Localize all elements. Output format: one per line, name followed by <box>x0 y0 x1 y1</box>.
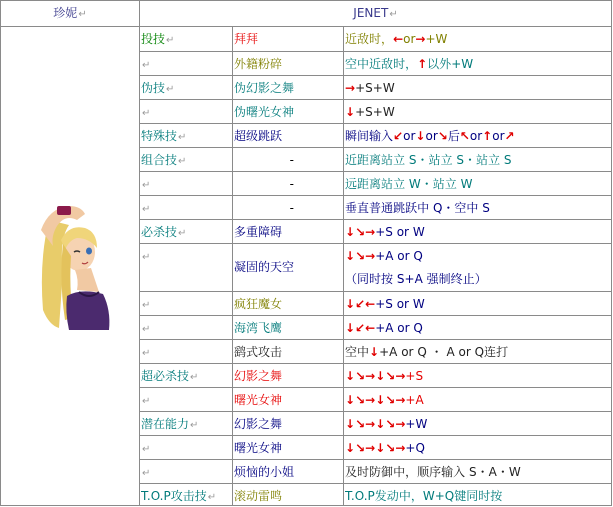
move-name-label: 伪幻影之舞 <box>234 81 295 95</box>
direction-arrow-icon: → <box>415 32 426 46</box>
return-mark-icon: ↵ <box>142 60 151 71</box>
move-category-cell <box>141 27 231 51</box>
return-mark-icon: ↵ <box>207 492 217 503</box>
return-mark-icon: ↵ <box>190 420 199 431</box>
return-mark-icon: ↵ <box>142 180 151 191</box>
return-mark-icon: ↵ <box>166 84 175 95</box>
move-name-label: 幻影之舞 <box>234 417 283 431</box>
return-mark-icon: ↵ <box>142 252 151 263</box>
header-right-label: JENET <box>353 6 389 20</box>
direction-arrow-icon: ↓ <box>415 129 426 143</box>
header-left-label: 珍妮 <box>53 6 78 20</box>
move-name-label: 多重障碍 <box>234 225 283 239</box>
move-category-label: 投技 <box>141 32 166 46</box>
direction-arrow-icon: ↓ <box>375 417 386 431</box>
move-command-text: 及时防御中，顺序输入 S・A・W <box>345 465 521 479</box>
direction-arrow-icon: ↓ <box>375 441 386 455</box>
move-name-label: 海湾飞鹰 <box>234 321 283 335</box>
move-command-text: 远距离站立 W・站立 W <box>345 177 473 191</box>
move-command-cell <box>345 292 610 315</box>
move-command-cell <box>345 52 610 75</box>
direction-arrow-icon: ↓ <box>345 225 356 239</box>
move-category-cell <box>141 484 231 505</box>
direction-arrow-icon: ↘ <box>355 369 366 383</box>
move-name-label: - <box>289 153 294 167</box>
move-command-text: ↓↙←+S or W <box>345 297 425 311</box>
move-command-cell <box>345 460 610 483</box>
move-name-cell <box>234 460 342 483</box>
return-mark-icon: ↵ <box>142 396 151 407</box>
move-name-label: 鹞式攻击 <box>234 345 283 359</box>
table-border-left <box>0 0 1 506</box>
return-mark-icon: ↵ <box>178 156 187 167</box>
move-category-cell <box>141 436 231 459</box>
move-category-cell <box>141 220 231 243</box>
return-mark-icon: ↵ <box>78 9 87 20</box>
move-command-text: ↓+S+W <box>345 105 395 119</box>
move-command-cell <box>345 100 610 123</box>
direction-arrow-icon: ↘ <box>355 417 366 431</box>
move-command-cell <box>345 172 610 195</box>
move-command-cell <box>345 148 610 171</box>
move-category-cell <box>141 340 231 363</box>
move-name-cell <box>234 52 342 75</box>
move-command-cell <box>345 244 610 291</box>
direction-arrow-icon: ↓ <box>345 297 356 311</box>
move-name-cell <box>234 412 342 435</box>
move-command-text: ↓↘→↓↘→+Q <box>345 441 425 455</box>
move-command-note: （同时按 S+A 强制终止） <box>345 272 487 286</box>
return-mark-icon: ↵ <box>166 35 175 46</box>
column-divider <box>139 0 140 506</box>
move-category-cell <box>141 244 231 291</box>
direction-arrow-icon: → <box>365 417 376 431</box>
move-name-cell <box>234 124 342 147</box>
move-category-cell <box>141 196 231 219</box>
direction-arrow-icon: → <box>345 81 356 95</box>
move-name-label: 拜拜 <box>234 32 259 46</box>
move-name-label: - <box>289 177 294 191</box>
move-category-label: T.O.P攻击技 <box>141 489 207 503</box>
direction-arrow-icon: ← <box>365 297 376 311</box>
move-name-cell <box>234 292 342 315</box>
direction-arrow-icon: ↘ <box>385 369 396 383</box>
direction-arrow-icon: ↗ <box>504 129 515 143</box>
move-command-cell <box>345 27 610 51</box>
move-name-cell <box>234 196 342 219</box>
move-name-cell <box>234 484 342 505</box>
move-category-label: 潜在能力 <box>141 417 190 431</box>
move-name-label: 外籍粉碎 <box>234 57 283 71</box>
move-command-text: T.O.P发动中，W+Q键同时按 <box>345 489 503 503</box>
move-name-cell <box>234 172 342 195</box>
move-command-text: ↓↘→↓↘→+W <box>345 417 428 431</box>
move-category-cell <box>141 172 231 195</box>
move-name-label: 凝固的天空 <box>234 260 295 274</box>
move-name-label: 曙光女神 <box>234 441 283 455</box>
table-border-right <box>611 0 612 506</box>
move-name-cell <box>234 244 342 291</box>
move-command-cell <box>345 220 610 243</box>
move-command-cell <box>345 412 610 435</box>
move-name-cell <box>234 436 342 459</box>
move-command-cell <box>345 484 610 505</box>
direction-arrow-icon: ↘ <box>437 129 448 143</box>
direction-arrow-icon: ↖ <box>459 129 470 143</box>
direction-arrow-icon: → <box>365 249 376 263</box>
move-category-cell <box>141 316 231 339</box>
move-category-label: 组合技 <box>141 153 178 167</box>
move-category-cell <box>141 364 231 387</box>
move-name-cell <box>234 388 342 411</box>
header-character-title <box>140 0 611 26</box>
return-mark-icon: ↵ <box>190 372 199 383</box>
move-command-text: ↓↘→+S or W <box>345 225 425 239</box>
move-command-text: 近距离站立 S・站立 S・站立 S <box>345 153 512 167</box>
move-category-cell <box>141 412 231 435</box>
move-name-cell <box>234 100 342 123</box>
return-mark-icon: ↵ <box>142 348 151 359</box>
direction-arrow-icon: ↓ <box>345 369 356 383</box>
move-name-label: 滚动雷鸣 <box>234 489 283 503</box>
direction-arrow-icon: → <box>395 393 406 407</box>
move-command-cell <box>345 436 610 459</box>
direction-arrow-icon: ↓ <box>345 417 356 431</box>
direction-arrow-icon: ↑ <box>417 57 428 71</box>
direction-arrow-icon: ↓ <box>345 393 356 407</box>
move-category-cell <box>141 100 231 123</box>
direction-arrow-icon: ↘ <box>385 417 396 431</box>
move-command-cell <box>345 196 610 219</box>
move-command-text: ↓↘→+A or Q <box>345 249 423 263</box>
return-mark-icon: ↵ <box>142 300 151 311</box>
move-category-label: 必杀技 <box>141 225 178 239</box>
move-name-cell <box>234 364 342 387</box>
move-command-cell <box>345 340 610 363</box>
move-command-text: ↓↙←+A or Q <box>345 321 423 335</box>
direction-arrow-icon: ← <box>393 32 404 46</box>
direction-arrow-icon: ↓ <box>345 105 356 119</box>
move-name-label: 伪曙光女神 <box>234 105 295 119</box>
return-mark-icon: ↵ <box>142 324 151 335</box>
move-name-label: 曙光女神 <box>234 393 283 407</box>
direction-arrow-icon: ↘ <box>385 441 396 455</box>
direction-arrow-icon: → <box>365 393 376 407</box>
move-command-cell <box>345 124 610 147</box>
direction-arrow-icon: ↘ <box>355 249 366 263</box>
move-category-cell <box>141 148 231 171</box>
move-category-label: 伪技 <box>141 81 166 95</box>
character-portrait-icon <box>19 200 119 330</box>
move-category-label: 超必杀技 <box>141 369 190 383</box>
move-name-label: 疯狂魔女 <box>234 297 283 311</box>
move-command-text: 空中↓+A or Q ・ A or Q连打 <box>345 345 509 359</box>
direction-arrow-icon: ↓ <box>345 441 356 455</box>
move-command-text: →+S+W <box>345 81 395 95</box>
direction-arrow-icon: → <box>395 441 406 455</box>
move-command-text: 垂直普通跳跃中 Q・空中 S <box>345 201 490 215</box>
direction-arrow-icon: ↘ <box>355 225 366 239</box>
direction-arrow-icon: → <box>395 369 406 383</box>
move-name-label: 烦恼的小姐 <box>234 465 295 479</box>
return-mark-icon: ↵ <box>142 444 151 455</box>
move-command-text: ↓↘→↓↘→+A <box>345 393 424 407</box>
move-command-text: ↓↘→↓↘→+S <box>345 369 424 383</box>
move-name-cell <box>234 220 342 243</box>
move-command-cell <box>345 388 610 411</box>
direction-arrow-icon: ↓ <box>369 345 380 359</box>
move-command-cell <box>345 76 610 99</box>
direction-arrow-icon: ↙ <box>355 321 366 335</box>
direction-arrow-icon: ↓ <box>375 369 386 383</box>
direction-arrow-icon: ↓ <box>345 249 356 263</box>
move-category-cell <box>141 124 231 147</box>
move-category-cell <box>141 292 231 315</box>
move-category-cell <box>141 460 231 483</box>
direction-arrow-icon: → <box>365 441 376 455</box>
direction-arrow-icon: ↙ <box>393 129 404 143</box>
direction-arrow-icon: ↑ <box>482 129 493 143</box>
move-name-label: 超级跳跃 <box>234 129 283 143</box>
direction-arrow-icon: ↓ <box>375 393 386 407</box>
direction-arrow-icon: ↘ <box>385 393 396 407</box>
move-command-cell <box>345 316 610 339</box>
direction-arrow-icon: ← <box>365 321 376 335</box>
move-command-text: 近敌时，←or→+W <box>345 32 448 46</box>
move-command-text: 空中近敌时，↑以外+W <box>345 57 474 71</box>
move-category-label: 特殊技 <box>141 129 178 143</box>
move-name-label: 幻影之舞 <box>234 369 283 383</box>
direction-arrow-icon: → <box>395 417 406 431</box>
move-command-cell <box>345 364 610 387</box>
return-mark-icon: ↵ <box>178 132 187 143</box>
return-mark-icon: ↵ <box>142 108 151 119</box>
move-name-cell <box>234 148 342 171</box>
return-mark-icon: ↵ <box>142 204 151 215</box>
direction-arrow-icon: ↓ <box>345 321 356 335</box>
move-name-cell <box>234 76 342 99</box>
direction-arrow-icon: ↘ <box>355 393 366 407</box>
direction-arrow-icon: ↙ <box>355 297 366 311</box>
return-mark-icon: ↵ <box>389 9 398 20</box>
column-divider <box>343 27 344 506</box>
move-category-cell <box>141 388 231 411</box>
move-name-cell <box>234 340 342 363</box>
header-character-name <box>1 0 139 26</box>
direction-arrow-icon: → <box>365 225 376 239</box>
table-border-bottom <box>0 505 612 506</box>
move-name-cell <box>234 316 342 339</box>
move-command-text: 瞬间输入↙or↓or↘后↖or↑or↗ <box>345 129 515 143</box>
direction-arrow-icon: → <box>365 369 376 383</box>
return-mark-icon: ↵ <box>142 468 151 479</box>
return-mark-icon: ↵ <box>178 228 187 239</box>
move-category-cell <box>141 52 231 75</box>
move-category-cell <box>141 76 231 99</box>
move-name-label: - <box>289 201 294 215</box>
move-name-cell <box>234 27 342 51</box>
direction-arrow-icon: ↘ <box>355 441 366 455</box>
column-divider <box>232 27 233 506</box>
